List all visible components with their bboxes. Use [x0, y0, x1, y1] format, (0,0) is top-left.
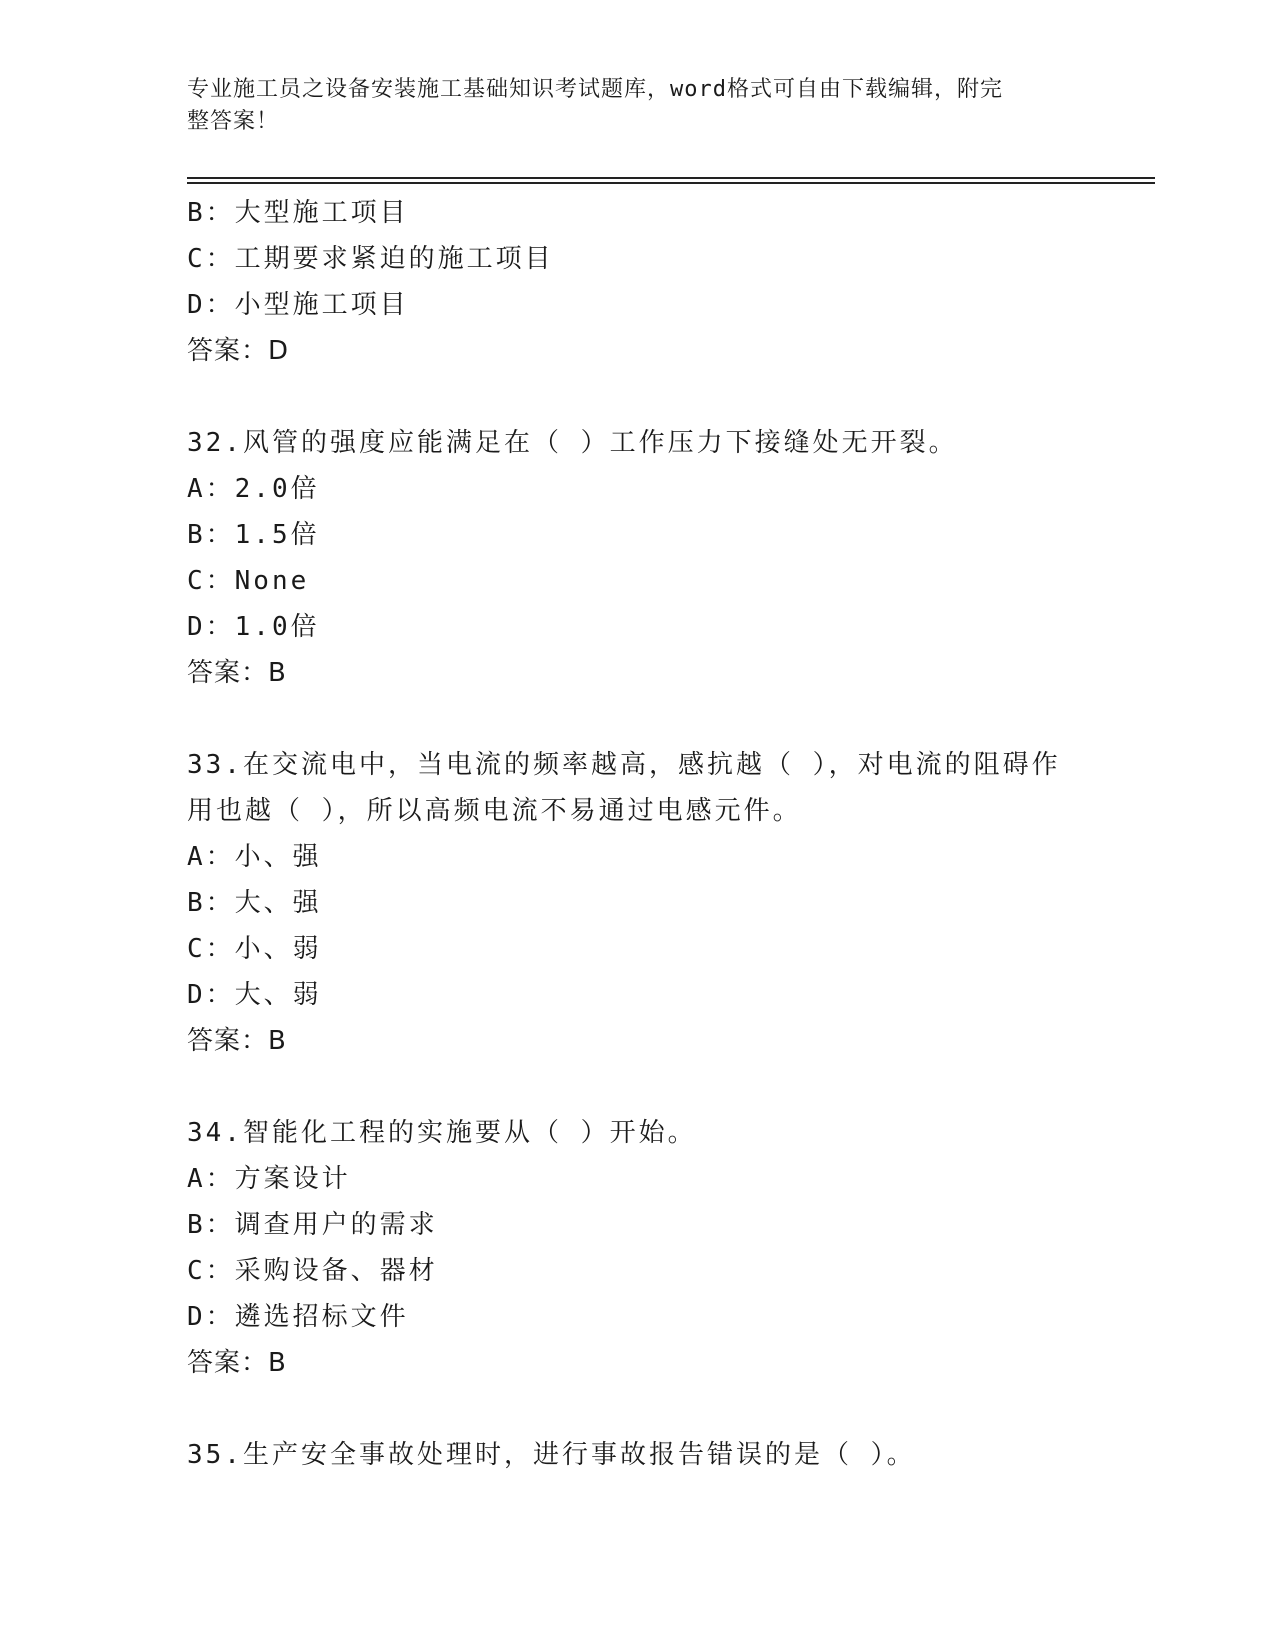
- option-c: C：None: [187, 566, 310, 596]
- option-c: C：采购设备、器材: [187, 1256, 438, 1286]
- header-divider-bottom: [187, 182, 1155, 184]
- spacer: [187, 1064, 1107, 1110]
- answer: 答案：D: [187, 336, 290, 366]
- header-divider-top: [187, 177, 1155, 179]
- option-d: D：1.0倍: [187, 612, 320, 642]
- question-list: [187, 190, 1107, 1478]
- option-c: C：工期要求紧迫的施工项目: [187, 244, 554, 274]
- option-a: A：2.0倍: [187, 474, 320, 504]
- question-33-continued: 用也越（ ），所以高频电流不易通过电感元件。: [187, 796, 802, 826]
- answer: 答案：B: [187, 658, 287, 688]
- option-d: D：遴选招标文件: [187, 1302, 409, 1332]
- option-d: D：小型施工项目: [187, 290, 409, 320]
- option-b: B：大型施工项目: [187, 198, 409, 228]
- header-line-1: 专业施工员之设备安装施工基础知识考试题库，word格式可自由下载编辑，附完: [187, 77, 1003, 102]
- answer: 答案：B: [187, 1026, 287, 1056]
- option-d: D：大、弱: [187, 980, 322, 1010]
- option-b: B：1.5倍: [187, 520, 320, 550]
- option-a: A：方案设计: [187, 1164, 351, 1194]
- question-32: 32.风管的强度应能满足在（ ）工作压力下接缝处无开裂。: [187, 428, 958, 458]
- document-header: [187, 74, 1067, 138]
- option-c: C：小、弱: [187, 934, 322, 964]
- question-35: 35.生产安全事故处理时，进行事故报告错误的是（ ）。: [187, 1440, 916, 1470]
- question-33: 33.在交流电中，当电流的频率越高，感抗越（ ），对电流的阻碍作: [187, 750, 1061, 780]
- option-b: B：大、强: [187, 888, 322, 918]
- answer: 答案：B: [187, 1348, 287, 1378]
- spacer: [187, 1386, 1107, 1432]
- header-line-2: 整答案！: [187, 109, 280, 134]
- spacer: [187, 374, 1107, 420]
- option-b: B：调查用户的需求: [187, 1210, 438, 1240]
- option-a: A：小、强: [187, 842, 322, 872]
- spacer: [187, 696, 1107, 742]
- question-34: 34.智能化工程的实施要从（ ）开始。: [187, 1118, 697, 1148]
